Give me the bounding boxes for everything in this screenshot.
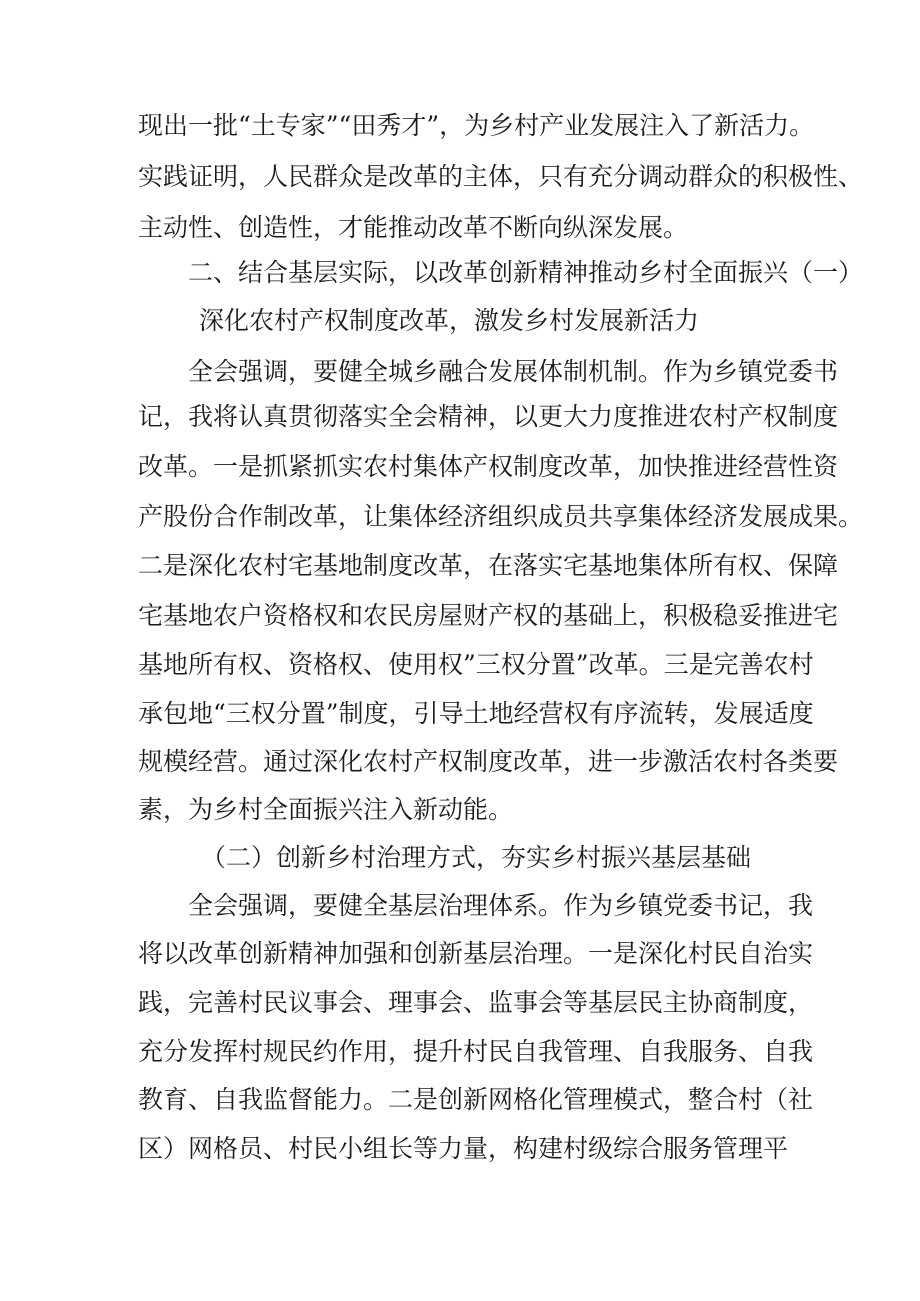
text-line: 全会强调，要健全基层治理体系。作为乡镇党委书记，我 (188, 891, 814, 920)
text-line: 改革。一是抓紧抓实农村集体产权制度改革，加快推进经营性资 (138, 452, 839, 481)
text-line: 素，为乡村全面振兴注入新动能。 (138, 795, 514, 824)
section-heading: 二、结合基层实际，以改革创新精神推动乡村全面振兴（一） (188, 258, 864, 287)
text-line: 现出一批“土专家”“田秀才”，为乡村产业发展注入了新活力。 (138, 111, 815, 140)
text-line: 实践证明，人民群众是改革的主体，只有充分调动群众的积极性、 (138, 162, 864, 191)
text-line: 主动性、创造性，才能推动改革不断向纵深发展。 (138, 213, 689, 242)
subsection-heading: （二）创新乡村治理方式，夯实乡村振兴基层基础 (201, 843, 752, 872)
text-line: 践，完善村民议事会、理事会、监事会等基层民主协商制度， (138, 988, 814, 1017)
text-line: 产股份合作制改革，让集体经济组织成员共享集体经济发展成果。 (138, 502, 864, 531)
text-line: 二是深化农村宅基地制度改革，在落实宅基地集体所有权、保障 (138, 551, 839, 580)
text-line: 规模经营。通过深化农村产权制度改革，进一步激活农村各类要 (138, 747, 839, 776)
text-line: 记，我将认真贯彻落实全会精神，以更大力度推进农村产权制度 (138, 402, 839, 431)
text-line: 充分发挥村规民约作用，提升村民自我管理、自我服务、自我 (138, 1037, 814, 1066)
text-line: 区）网格员、村民小组长等力量，构建村级综合服务管理平 (138, 1134, 789, 1163)
text-line: 教育、自我监督能力。二是创新网格化管理模式，整合村（社 (138, 1085, 814, 1114)
text-line: 宅基地农户资格权和农民房屋财产权的基础上，积极稳妥推进宅 (138, 601, 839, 630)
text-line: 承包地“三权分置”制度，引导土地经营权有序流转，发展适度 (138, 699, 814, 728)
text-line: 全会强调，要健全城乡融合发展体制机制。作为乡镇党委书 (188, 357, 839, 386)
subsection-heading: 深化农村产权制度改革，激发乡村发展新活力 (199, 306, 700, 335)
text-line: 将以改革创新精神加强和创新基层治理。一是深化村民自治实 (138, 939, 814, 968)
text-line: 基地所有权、资格权、使用权”三权分置”改革。三是完善农村 (138, 650, 814, 679)
